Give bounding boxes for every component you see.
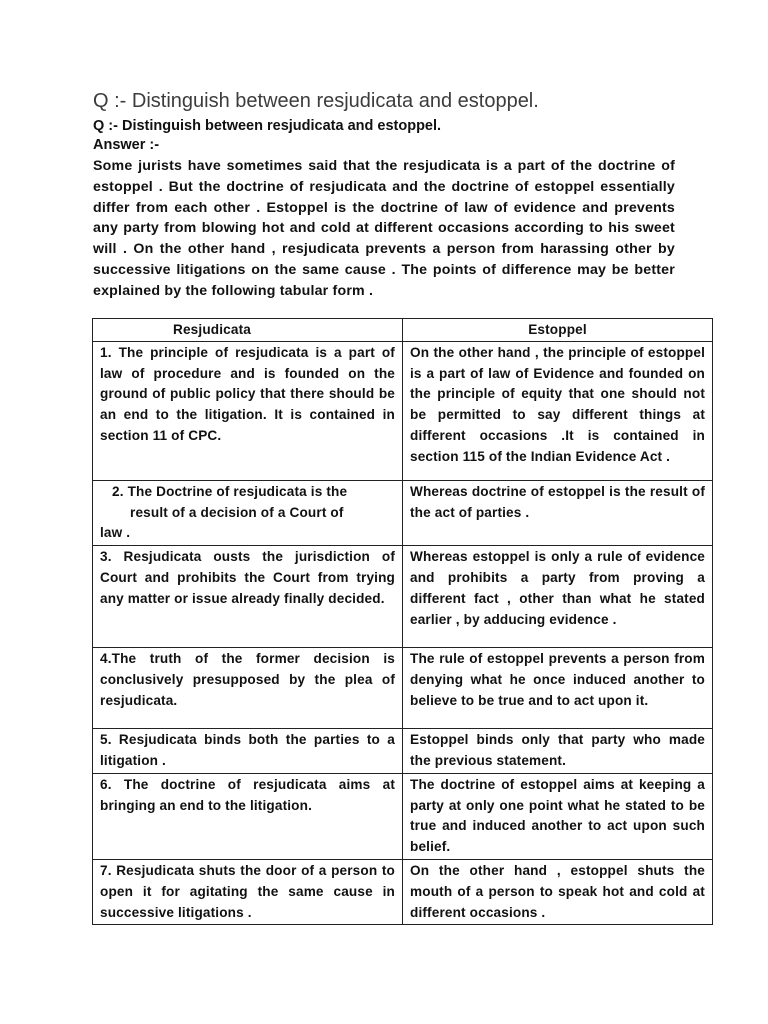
resjudicata-cell: 7. Resjudicata shuts the door of a person to open it for agitating the same cause in successive litigations . [93,859,403,924]
table-row [93,773,713,859]
resjudicata-cell: 4.The truth of the former decision is conclusively presupposed by the plea of resjudicata. [93,648,403,729]
resjudicata-cell [93,480,403,545]
estoppel-cell: Estoppel binds only that party who made the previous statement. [403,729,713,774]
resjudicata-cell: 6. The doctrine of resjudicata aims at bringing an end to the litigation. [93,773,403,859]
answer-label: Answer :- [93,137,160,153]
cell-line: law . [100,525,131,541]
header-resjudicata: Resjudicata [93,319,403,342]
comparison-table [92,318,713,925]
cell-line: 2. The Doctrine of resjudicata is the [112,483,348,499]
estoppel-cell: On the other hand , estoppel shuts the mouth of a person to speak hot and cold at different occasions . [403,859,713,924]
resjudicata-cell: 1. The principle of resjudicata is a part of law of procedure and is founded on the ground of public policy that there should be an end to the litigation. It is contained in section 11 of CPC. [93,341,403,480]
intro-paragraph: Some jurists have sometimes said that the resjudicata is a part of the doctrine of estoppel . But the doctrine of resjudicata and the doctrine of estoppel essentially differ from each other . Estoppel is the doctrine of law of evidence and prevents any party from blowing hot and cold at different occasions according to his sweet will . On the other hand , resjudicata prevents a person from harassing other by successive litigations on the same cause . The points of difference may be better explained by the following tabular form . [93,158,675,299]
table-row [93,648,713,729]
estoppel-cell: Whereas doctrine of estoppel is the result of the act of parties . [403,480,713,545]
page-title: Q :- Distinguish between resjudicata and estoppel. [93,90,539,112]
cell-line: result of a decision of a Court of [130,504,344,520]
estoppel-cell: The rule of estoppel prevents a person from denying what he once induced another to believe to be true and to act upon it. [403,648,713,729]
table-header-row [93,319,713,342]
resjudicata-cell: 3. Resjudicata ousts the jurisdiction of Court and prohibits the Court from trying any matter or issue already finally decided. [93,546,403,648]
hanging-text [100,482,395,544]
resjudicata-cell: 5. Resjudicata binds both the parties to a litigation . [93,729,403,774]
table-row [93,480,713,545]
estoppel-cell: The doctrine of estoppel aims at keeping a party at only one point what he stated to be true and induced another to act upon such belief. [403,773,713,859]
estoppel-cell: Whereas estoppel is only a rule of evidence and prohibits a party from proving a different fact , other than what he stated earlier , by adducing evidence . [403,546,713,648]
header-estoppel: Estoppel [403,319,713,342]
question-heading: Q :- Distinguish between resjudicata and estoppel. [93,118,442,134]
table-row [93,859,713,924]
table-row [93,729,713,774]
table-row [93,546,713,648]
table-row [93,341,713,480]
estoppel-cell: On the other hand , the principle of estoppel is a part of law of Evidence and founded on the principle of equity that one should not be permitted to say different things at different occasions .It is contained in section 115 of the Indian Evidence Act . [403,341,713,480]
